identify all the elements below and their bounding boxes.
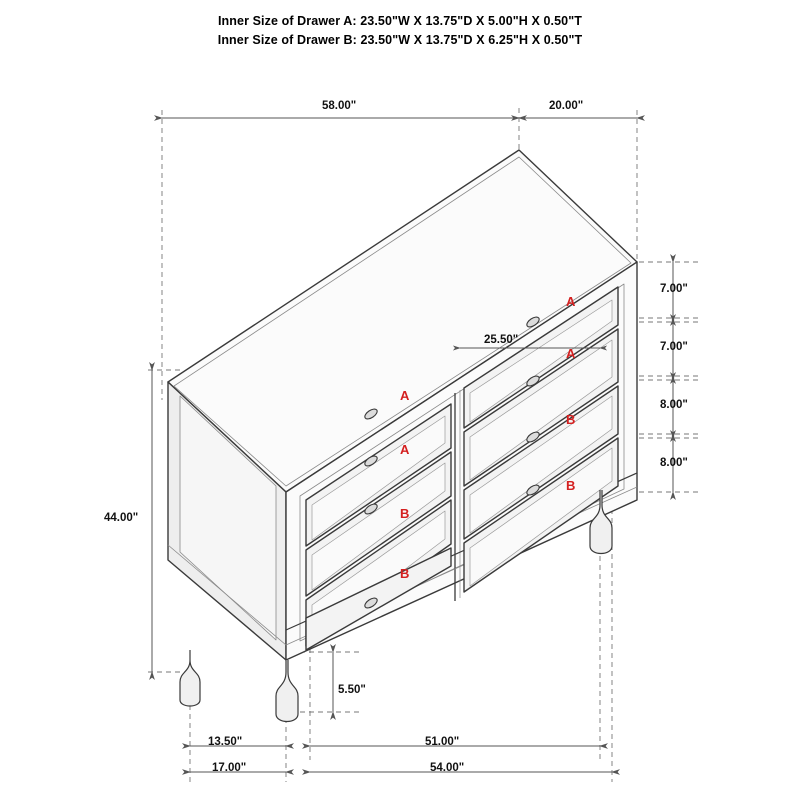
label-right-3: 8.00"	[660, 399, 688, 411]
label-leg-height: 5.50"	[338, 684, 366, 696]
drawer-tag-left-2: A	[400, 442, 410, 457]
label-right-4: 8.00"	[660, 457, 688, 469]
dresser-body	[168, 150, 637, 722]
label-bottom-left-small: 13.50"	[208, 736, 243, 748]
label-top-depth: 20.00"	[549, 100, 584, 112]
drawer-tag-right-4: B	[566, 478, 576, 493]
drawer-tag-left-3: B	[400, 506, 410, 521]
label-drawer-face-width: 25.50"	[484, 334, 519, 346]
drawer-b-inner-size-note: Inner Size of Drawer B: 23.50"W X 13.75"D X 6.25"H X 0.50"T	[217, 33, 583, 47]
drawer-tag-right-1: A	[566, 294, 576, 309]
drawer-tag-left-1: A	[400, 388, 410, 403]
label-right-2: 7.00"	[660, 341, 688, 353]
label-top-width: 58.00"	[322, 100, 357, 112]
label-overall-height: 44.00"	[104, 512, 139, 524]
label-bottom-inner: 51.00"	[425, 736, 460, 748]
label-bottom-left-outer: 17.00"	[212, 762, 247, 774]
drawer-tag-right-2: A	[566, 346, 576, 361]
label-bottom-outer: 54.00"	[430, 762, 465, 774]
label-right-1: 7.00"	[660, 283, 688, 295]
drawer-a-inner-size-note: Inner Size of Drawer A: 23.50"W X 13.75"D X 5.00"H X 0.50"T	[217, 14, 582, 28]
drawer-tag-right-3: B	[566, 412, 576, 427]
drawer-tag-left-4: B	[400, 566, 410, 581]
